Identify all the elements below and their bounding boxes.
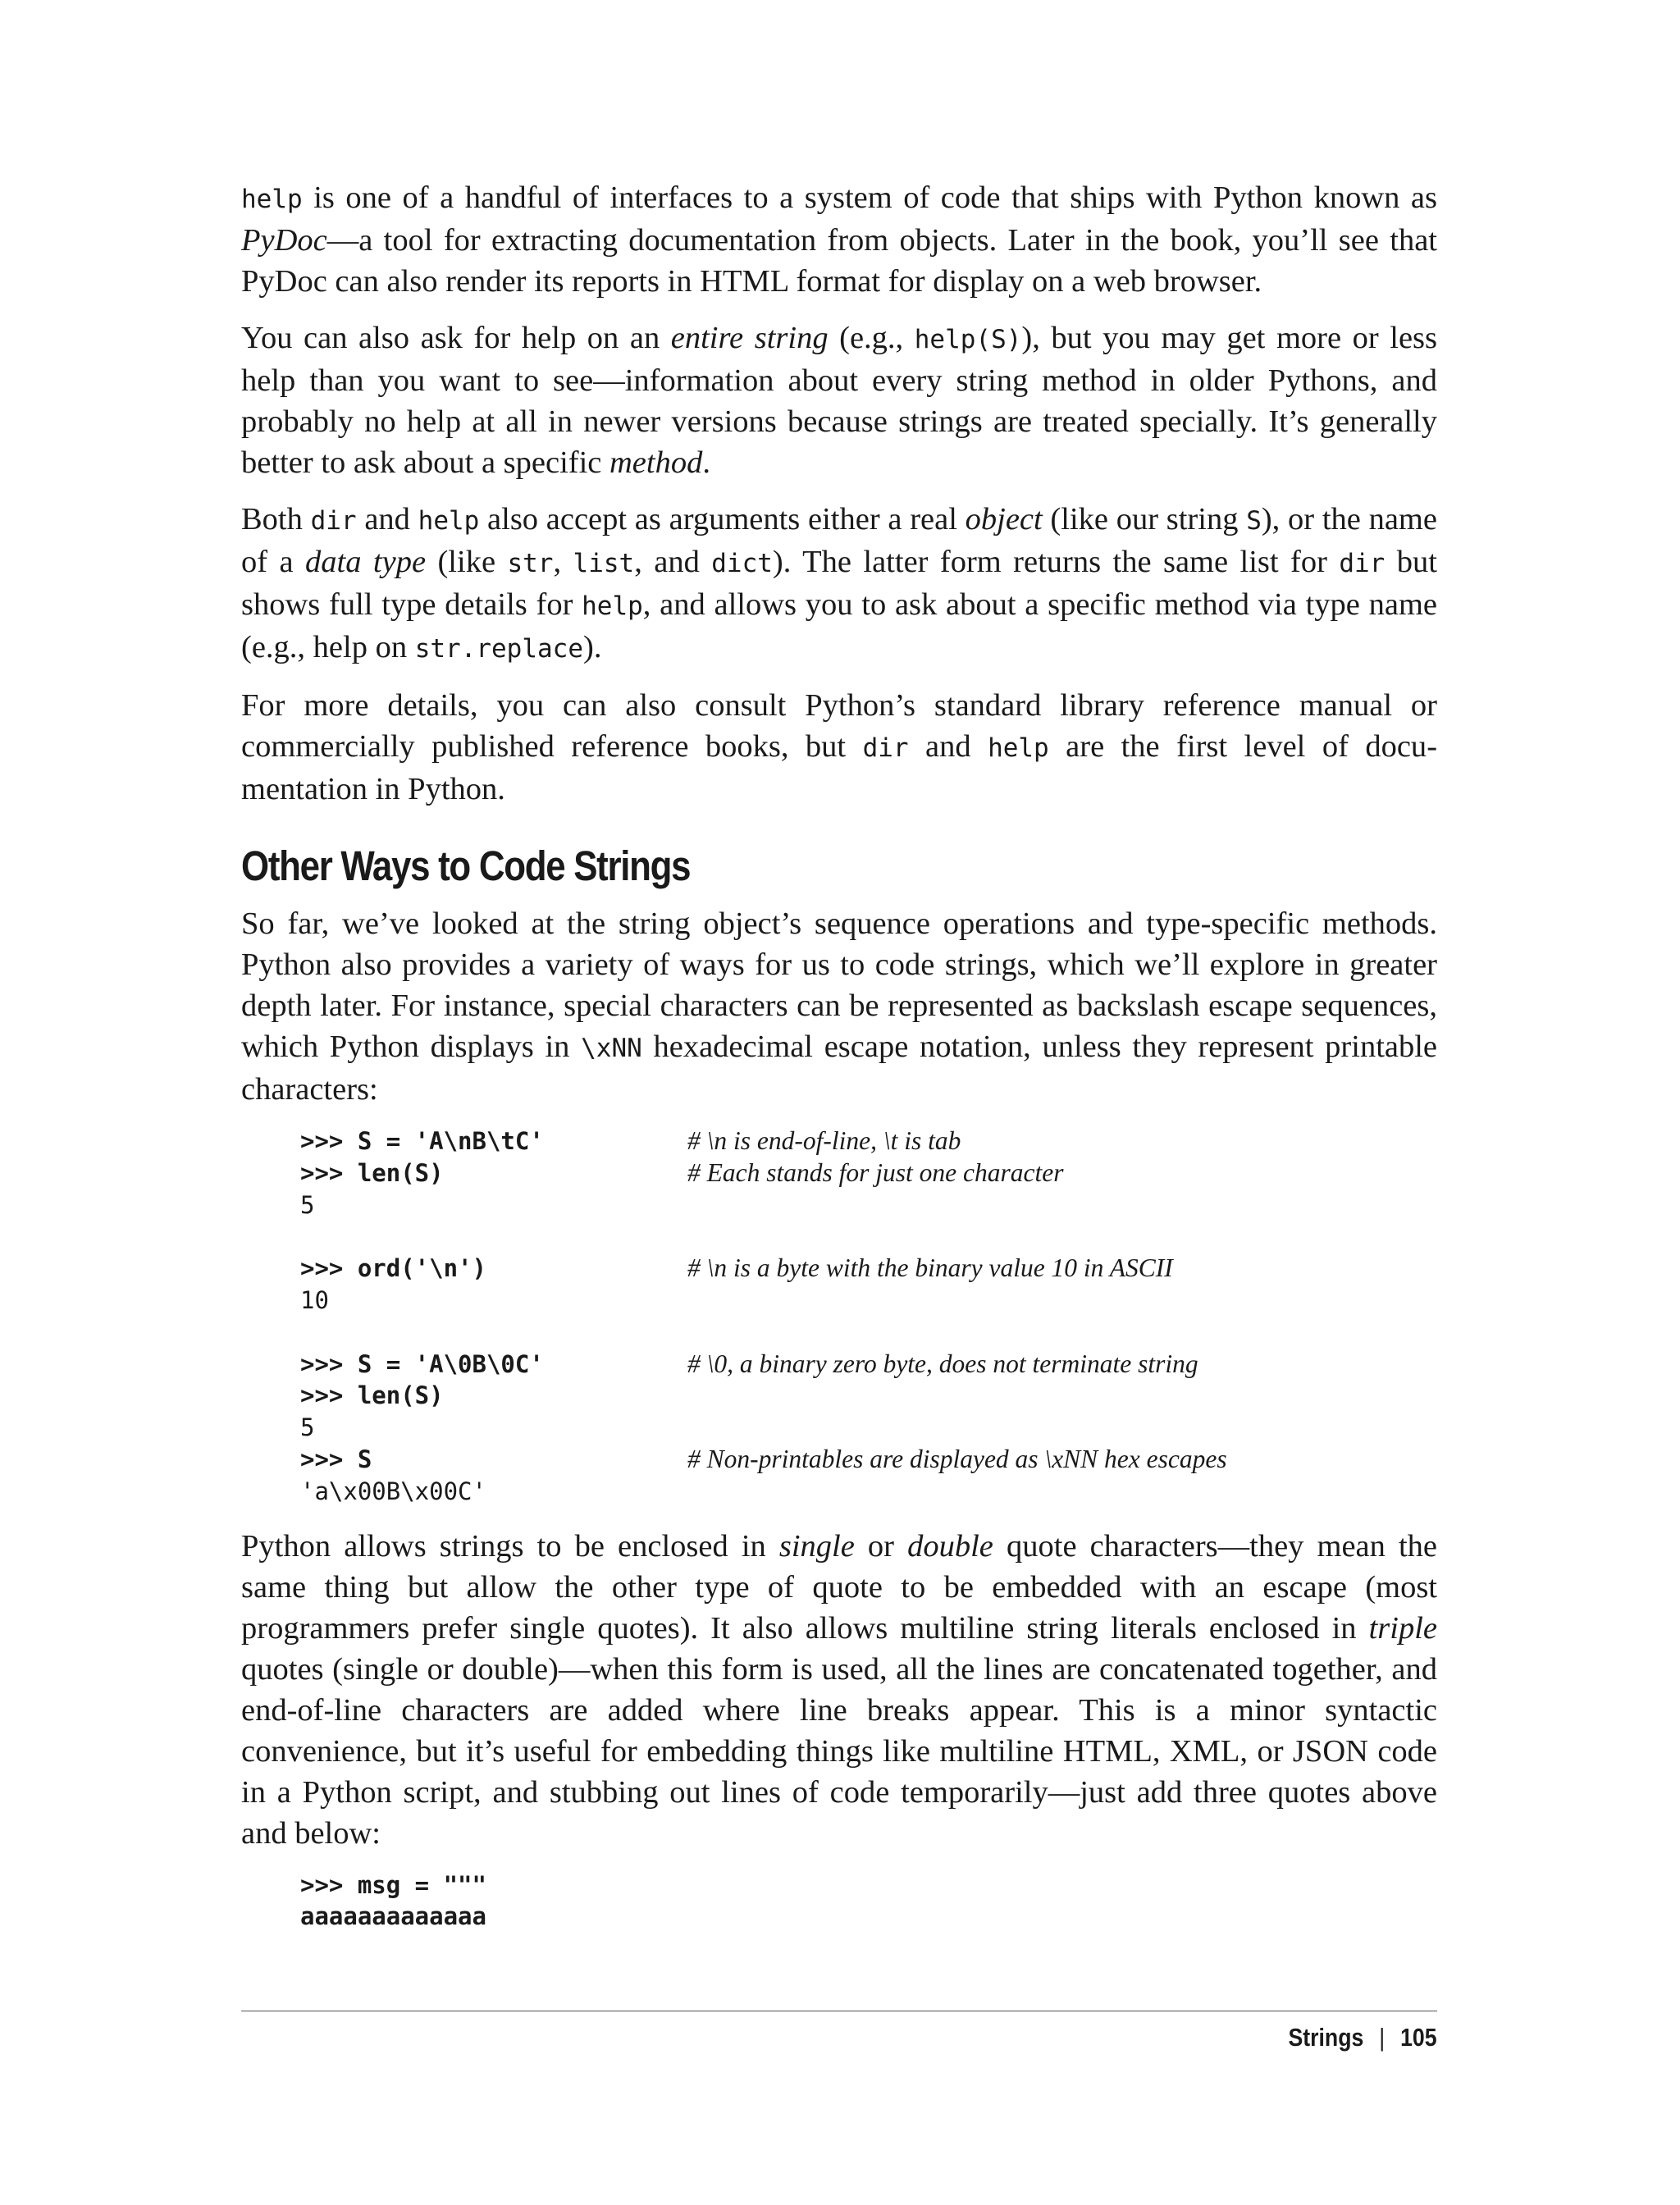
text-run: Both <box>241 502 311 536</box>
code-output: 5 <box>300 1413 315 1442</box>
paragraph-more-details <box>241 685 1437 810</box>
emphasis: triple <box>1368 1610 1437 1646</box>
code-comment: # Non-printables are displayed as \xNN hex escapes <box>687 1444 1227 1473</box>
section-heading: Other Ways to Code Strings <box>241 842 691 889</box>
code-command: >>> S = 'A\0B\0C' <box>300 1349 544 1378</box>
page-footer <box>1289 2023 1437 2052</box>
text-run: (like <box>426 545 508 579</box>
code-output: 'a\x00B\x00C' <box>300 1477 486 1505</box>
inline-code: list <box>573 549 635 578</box>
code-comment: # \n is end-of-line, \t is tab <box>687 1126 961 1155</box>
text-run: Python allows strings to be enclosed in <box>241 1528 779 1564</box>
footer-section-name: Strings <box>1288 2023 1364 2052</box>
inline-code: dict <box>711 549 773 578</box>
emphasis: PyDoc <box>241 223 327 258</box>
paragraph-dir-help-arguments <box>241 499 1437 669</box>
paragraph-pydoc <box>241 177 1437 302</box>
code-line <box>300 1349 1437 1381</box>
text-run: and <box>356 502 418 536</box>
text-run: (like our string <box>1042 502 1247 536</box>
code-output: 10 <box>300 1285 329 1314</box>
text-run: , <box>553 545 573 579</box>
emphasis: data type <box>305 545 427 579</box>
text-run: So far, we’ve looked at the string object’s sequence operations and type-specific methods. Python also provides a variety of ways for us to code strings, which we’ll explore in greater depth later. For instance, special characters can be represented as backslash escape sequences, which Python displays in <box>241 906 1437 1064</box>
text-run: ). The latter form returns the same list for <box>772 545 1340 579</box>
inline-code: dir <box>862 733 909 763</box>
code-line <box>300 1253 1437 1285</box>
code-line <box>300 1189 1437 1221</box>
text-run: ), but you may get more or less help than you want to see—information about every string method in older Pythons, and probably no help at all in newer versions because strings are treated specially. It’s generally better to ask about a specific <box>241 321 1438 480</box>
code-command: >>> len(S) <box>300 1158 444 1187</box>
text-run: hexadecimal escape notation, unless they represent printable characters: <box>241 1029 1438 1107</box>
inline-code: \xNN <box>581 1034 642 1063</box>
emphasis: method <box>609 445 703 480</box>
text-run: or <box>854 1528 908 1564</box>
inline-code: help <box>582 591 643 621</box>
page-body <box>241 177 1437 1951</box>
code-block-triple-quotes <box>300 1869 1437 1933</box>
paragraph-help-entire-string <box>241 317 1437 483</box>
code-line <box>300 1869 1437 1901</box>
text-run: ), or the name of a <box>241 502 1437 579</box>
text-run: and <box>908 729 988 764</box>
paragraph-quote-styles <box>241 1526 1437 1854</box>
text-run: but shows full type details for <box>241 545 1437 622</box>
text-run: , and allows you to ask about a specific method via type name (e.g., help on <box>241 587 1437 664</box>
code-line <box>300 1412 1437 1444</box>
code-blank-line <box>300 1221 1437 1253</box>
inline-code: help <box>241 185 303 214</box>
code-comment: # \n is a byte with the binary value 10 in ASCII <box>687 1253 1173 1283</box>
code-command: >>> msg = """ <box>300 1870 486 1899</box>
text-run: . <box>702 445 710 480</box>
page-number: 105 <box>1400 2023 1437 2052</box>
text-run: also accept as arguments either a real <box>479 502 966 536</box>
code-command: >>> len(S) <box>300 1381 444 1410</box>
inline-code: str <box>507 549 554 578</box>
emphasis: double <box>907 1528 993 1564</box>
inline-code: dir <box>310 506 357 536</box>
emphasis: single <box>778 1528 855 1564</box>
code-line <box>300 1901 1437 1933</box>
text-run: You can also ask for help on an <box>241 321 671 355</box>
paragraph-escape-sequences <box>241 903 1437 1110</box>
emphasis: object <box>965 502 1043 536</box>
code-output: 5 <box>300 1190 315 1219</box>
text-run: , and <box>634 545 712 579</box>
footer-separator: | <box>1379 2023 1386 2052</box>
code-blank-line <box>300 1317 1437 1349</box>
code-line <box>300 1380 1437 1412</box>
inline-code: S <box>1246 506 1262 536</box>
code-line <box>300 1125 1437 1157</box>
text-run: For more details, you can also consult Python’s standard library reference manual or commercially published reference books, but <box>241 688 1437 764</box>
code-command: aaaaaaaaaaaaa <box>300 1902 486 1931</box>
code-command: >>> ord('\n') <box>300 1254 486 1283</box>
code-line <box>300 1444 1437 1476</box>
inline-code: help(S) <box>914 325 1022 354</box>
text-run: —a tool for extracting documentation from objects. Later in the book, you’ll see that PyDoc can also render its reports in HTML format for display on a web browser. <box>241 223 1437 299</box>
code-comment: # Each stands for just one character <box>687 1157 1064 1187</box>
text-run: (e.g., <box>828 321 915 355</box>
inline-code: dir <box>1339 549 1386 578</box>
inline-code: str.replace <box>414 634 584 664</box>
inline-code: help <box>418 506 480 536</box>
code-line <box>300 1157 1437 1189</box>
code-line <box>300 1476 1437 1508</box>
inline-code: help <box>988 733 1049 763</box>
emphasis: entire string <box>670 321 829 355</box>
code-command: >>> S = 'A\nB\tC' <box>300 1127 544 1155</box>
code-comment: # \0, a binary zero byte, does not terminate string <box>687 1349 1198 1378</box>
text-run: are the first level of documentation in Python. <box>241 729 1438 806</box>
text-run: quotes (single or double)—when this form is used, all the lines are concatenated together, and end-of-line characters are added where line breaks appear. This is a minor syntactic convenience, but it’s useful for embedding things like multiline HTML, XML, or JSON code in a Python script, and stubbing out lines of code temporarily—just add three quotes above and below: <box>241 1651 1437 1851</box>
text-run: ). <box>583 630 602 664</box>
text-run: quote characters—they mean the same thing but allow the other type of quote to be embedded with an escape (most programmers prefer single quotes). It also allows multiline string literals enclosed in <box>241 1528 1438 1646</box>
code-line <box>300 1285 1437 1317</box>
text-run: is one of a handful of interfaces to a system of code that ships with Python known as <box>302 180 1437 215</box>
code-block-escapes <box>300 1125 1437 1508</box>
code-command: >>> S <box>300 1445 372 1473</box>
